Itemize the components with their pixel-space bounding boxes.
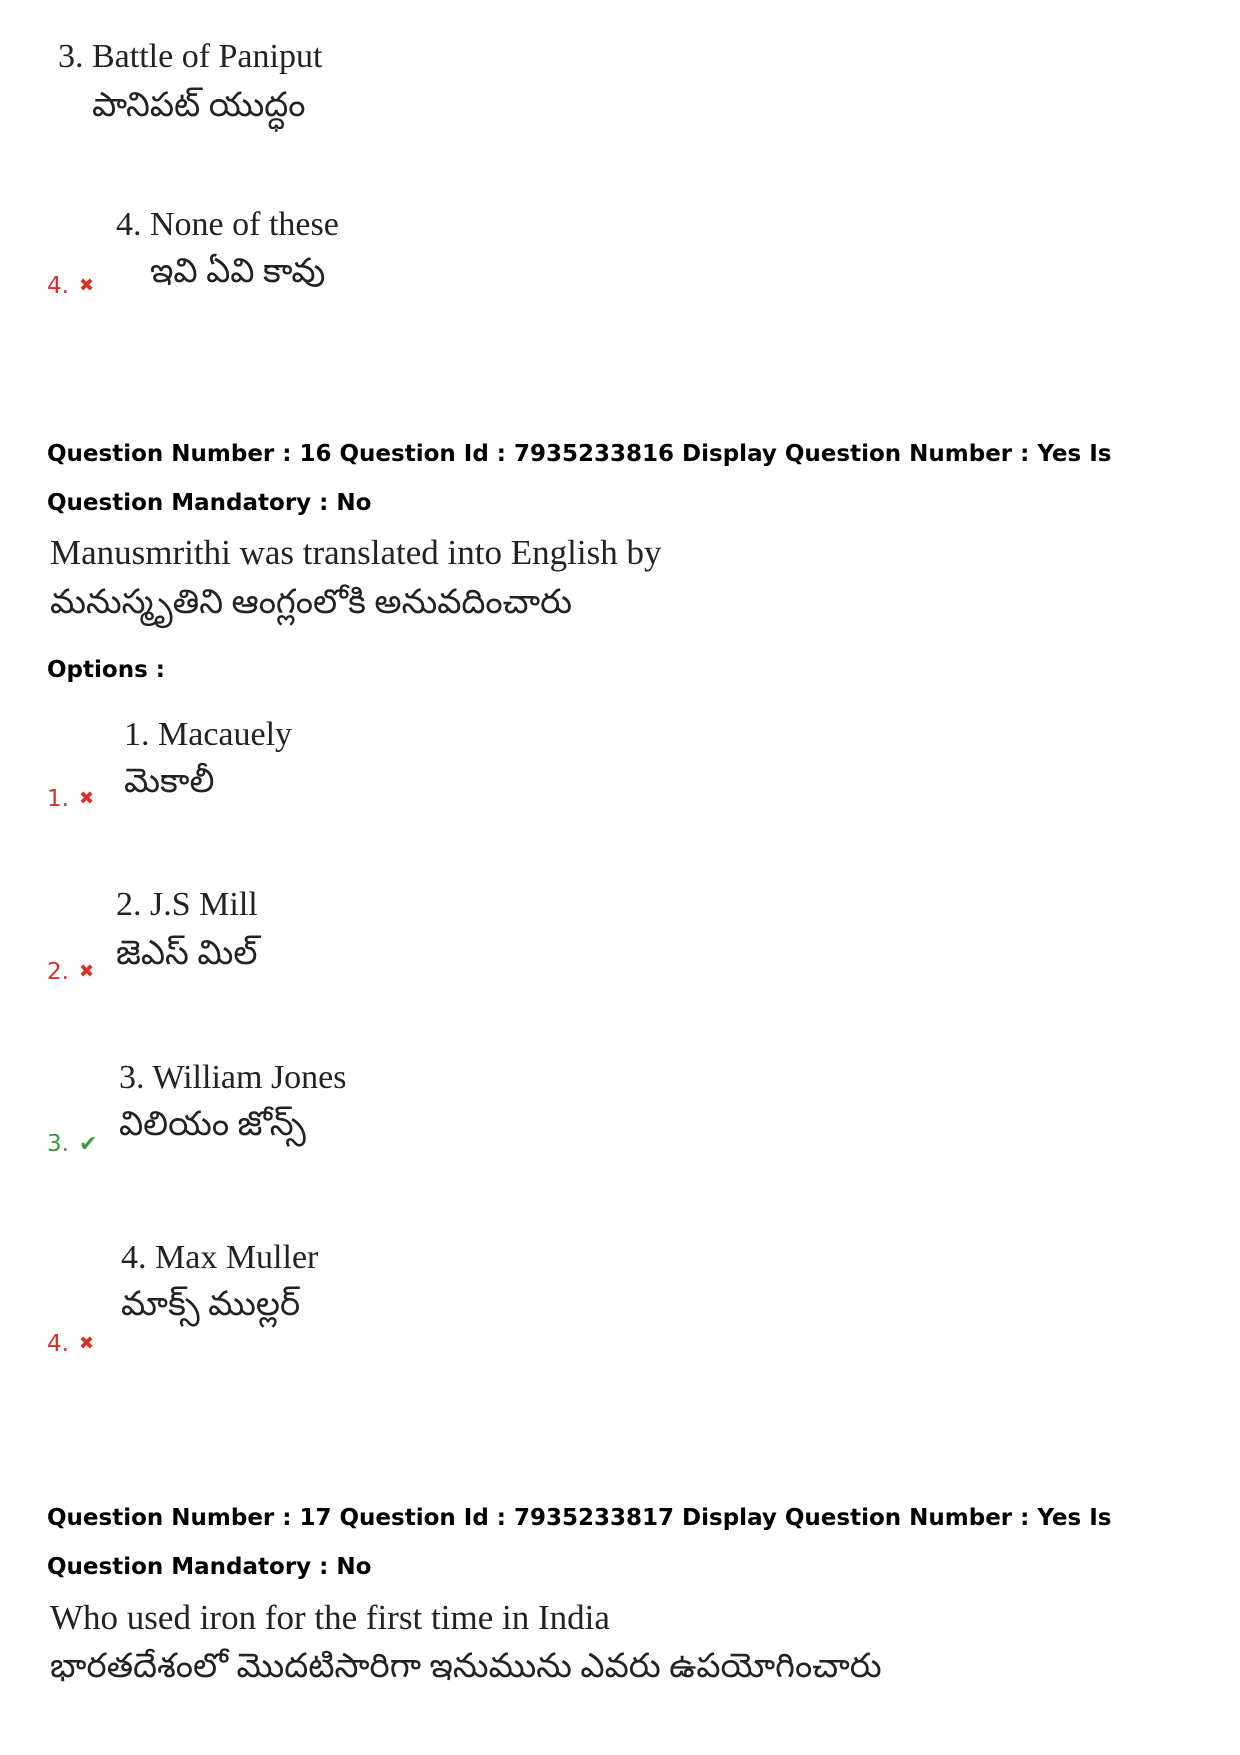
q16-option-4-te: మాక్స్ ముల్లర్ [121, 1286, 301, 1323]
cross-icon: ✖ [78, 275, 95, 296]
options-label: Options : [47, 657, 165, 683]
marker-number: 3. [47, 1131, 69, 1157]
q16-question-te: మనుస్మృతిని ఆంగ్లంలోకి అనువదించారు [50, 584, 573, 621]
cross-icon: ✖ [78, 788, 95, 809]
q16-option-1-te: మెకాలీ [124, 763, 215, 800]
q16-option-4-marker [47, 1330, 94, 1358]
cross-icon: ✖ [78, 961, 95, 982]
q17-meta: Question Number : 17 Question Id : 7935233817 Display Question Number : Yes Is Question Mandatory : No [47, 1505, 1112, 1580]
q16-meta: Question Number : 16 Question Id : 7935233816 Display Question Number : Yes Is Question Mandatory : No [47, 441, 1112, 516]
q16-option-3-en: 3. William Jones [119, 1059, 347, 1096]
q16-option-3-te: విలియం జోన్స్ [119, 1106, 306, 1143]
marker-number: 1. [47, 786, 69, 812]
prev-option-4-en: 4. None of these [116, 206, 339, 243]
check-icon: ✔ [78, 1132, 98, 1157]
q16-option-2-marker [47, 958, 94, 986]
marker-number: 2. [47, 959, 69, 985]
q17-question-te: భారతదేశంలో మొదటిసారిగా ఇనుమును ఎవరు ఉపయోగించారు [50, 1648, 882, 1685]
q16-option-1-en: 1. Macauely [124, 716, 293, 753]
q16-question-en: Manusmrithi was translated into English by [50, 533, 662, 572]
marker-number: 4. [47, 1331, 69, 1357]
q16-option-2-te: జెఎస్ మిల్ [116, 935, 258, 972]
q16-option-4-en: 4. Max Muller [121, 1239, 319, 1276]
prev-option-3-en: 3. Battle of Paniput [58, 38, 323, 75]
q16-option-1-marker [47, 785, 94, 813]
q16-option-2-en: 2. J.S Mill [116, 886, 258, 923]
q17-question-en: Who used iron for the first time in India [50, 1598, 610, 1637]
prev-option-4-te: ఇవి ఏవి కావు [150, 253, 326, 290]
prev-option-4-marker [47, 272, 94, 300]
marker-number: 4. [47, 273, 69, 299]
prev-option-3-te: పానిపట్ యుద్ధం [92, 87, 306, 124]
q16-option-3-marker [47, 1130, 97, 1159]
cross-icon: ✖ [78, 1333, 95, 1354]
